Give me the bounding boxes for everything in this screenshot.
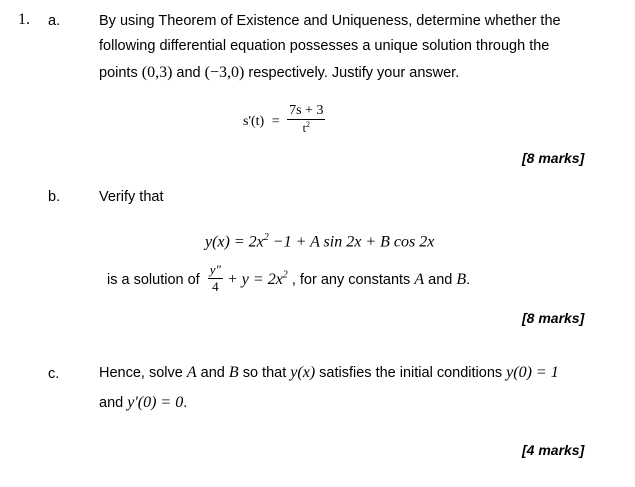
- c-const-a: A: [186, 364, 197, 381]
- initial-condition-1: y(0) = 1: [506, 364, 559, 381]
- line3-and: and: [176, 65, 201, 81]
- ode-denominator: $t^2$: [287, 119, 325, 136]
- const-b: B: [456, 271, 467, 289]
- part-a-marks: [8 marks]: [522, 150, 585, 166]
- const-a: A: [414, 271, 425, 289]
- line3-prefix: points: [99, 65, 138, 81]
- point-2: (−3,0): [204, 64, 245, 81]
- y-function-equation: $y(x) = 2x^2 -1 + A$ sin 2x + B cos 2x: [205, 232, 435, 251]
- c-const-b: B: [228, 364, 239, 381]
- part-b-intro: Verify that: [99, 189, 164, 205]
- sol-suffix: , for any constants: [291, 272, 411, 289]
- part-c-line2: and y'(0) = 0.: [99, 394, 188, 411]
- part-a-line1: By using Theorem of Existence and Uniqueness, determine whether the: [99, 13, 561, 29]
- sol-equation: + $y = 2x^2$: [227, 270, 288, 289]
- initial-condition-2: y'(0) = 0: [127, 394, 184, 411]
- part-c-marks: [4 marks]: [522, 442, 585, 458]
- ode-equals: =: [271, 113, 280, 129]
- const-and: and: [428, 272, 453, 289]
- point-1: (0,3): [141, 64, 173, 81]
- part-c-label: c.: [48, 366, 60, 382]
- part-b-marks: [8 marks]: [522, 310, 585, 326]
- ode-fraction: [287, 103, 325, 136]
- part-a-line2: following differential equation possesses a unique solution through the: [99, 38, 550, 54]
- sol-prefix: is a solution of: [107, 272, 200, 289]
- line3-suffix: respectively. Justify your answer.: [248, 65, 460, 81]
- part-a-line3: [99, 64, 459, 82]
- sol-denominator: 4: [208, 278, 223, 295]
- part-b-solution-line: is a solution of $\frac{y"}{4}$ + $y = 2x^2$ , for any constants A and B.: [107, 262, 471, 294]
- c-yx: y(x): [290, 364, 316, 381]
- part-a-label: a.: [48, 13, 61, 29]
- question-number: 1.: [18, 11, 30, 28]
- ode-equation: [243, 103, 325, 136]
- ode-lhs: s'(t): [243, 113, 265, 129]
- part-c-line1: Hence, solve A and B so that y(x) satisfies the initial conditions y(0) = 1: [99, 364, 559, 381]
- sol-fraction: [208, 262, 223, 295]
- ode-numerator: 7s + 3: [289, 103, 324, 118]
- part-b-label: b.: [48, 189, 61, 205]
- sol-numerator: y": [209, 262, 221, 277]
